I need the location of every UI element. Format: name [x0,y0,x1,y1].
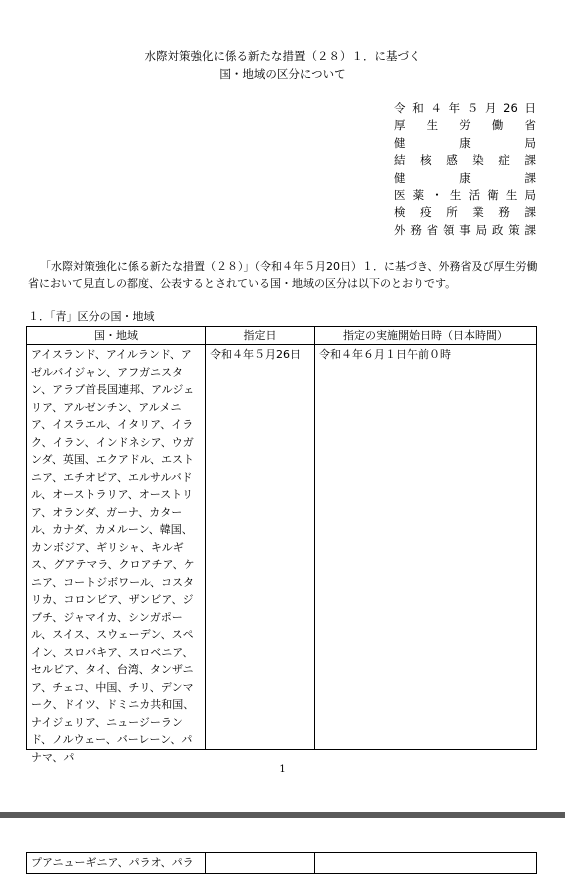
country-list-cell-continued: プアニューギニア、パラオ、パラ [31,856,194,869]
header-designation-date: 指定日 [206,327,315,345]
header-start-datetime: 指定の実施開始日時（日本時間） [315,327,537,345]
document-page-2 [0,818,565,869]
section-1-heading: １．「青」区分の国・地域 [28,310,155,323]
sender-line: 医 薬 ・ 生 活 衛 生 局 [394,187,536,202]
sender-line: 健 康 課 [394,170,536,185]
sender-line: 結 核 感 染 症 課 [394,153,536,168]
sender-line: 外 務 省 領 事 局 政 策 課 [394,222,536,237]
sender-line: 健 康 局 [394,135,536,150]
table-row [27,853,537,874]
start-datetime-cell: 令和４年６月１日午前０時 [319,348,451,361]
sender-line: 令 和 ４ 年 ５ 月 26 日 [394,101,536,115]
table-header-row [27,327,537,345]
document-title-line1: 水際対策強化に係る新たな措置（２８）１．に基づく [144,49,421,63]
designation-date-cell: 令和４年５月26日 [210,348,301,361]
country-list-cell: アイスランド、アイルランド、アゼルバイジャン、アフガニスタン、アラブ首長国連邦、アルジェリア、アルゼンチン、アルメニア、イスラエル、イタリア、イラク、イラン、インドネシア、ウガンダ、英国、エクアドル、エストニア、エチオピア、エルサルバドル、オーストラリア、オーストリア、オランダ、ガーナ、カタール、カナダ、カメルーン、韓国、カンボジア、ギリシャ、キルギス、グアテマラ、クロアチア、ケニア、コートジボワール、コスタリカ、コロンビア、ザンビア、ジブチ、ジャマイカ、シンガポール、スイス、スウェーデン、スペイン、スロバキア、スロベニア、セルビア、タイ、台湾、タンザニア、チェコ、中国、チリ、デンマーク、ドイツ、ドミニカ共和国、ナイジェリア、ニュージーランド、ノルウェー、バーレーン、パナマ、パ [31,348,195,764]
country-table-continued [26,852,537,874]
page-number: 1 [279,764,286,775]
country-table [26,326,537,764]
document-title-line2: 国・地域の区分について [219,67,346,81]
intro-paragraph: 「水際対策強化に係る新たな措置（２８）」（令和４年５月20日）１．に基づき、外務省及び厚生労働省において見直しの都度、公表するとされている国・地域の区分は以下のとおりです。 [28,260,538,290]
table-row [27,345,537,750]
sender-line: 厚 生 労 働 省 [394,118,536,133]
sender-block [394,100,536,239]
sender-line: 検 疫 所 業 務 課 [394,205,536,220]
header-country: 国・地域 [27,327,206,345]
